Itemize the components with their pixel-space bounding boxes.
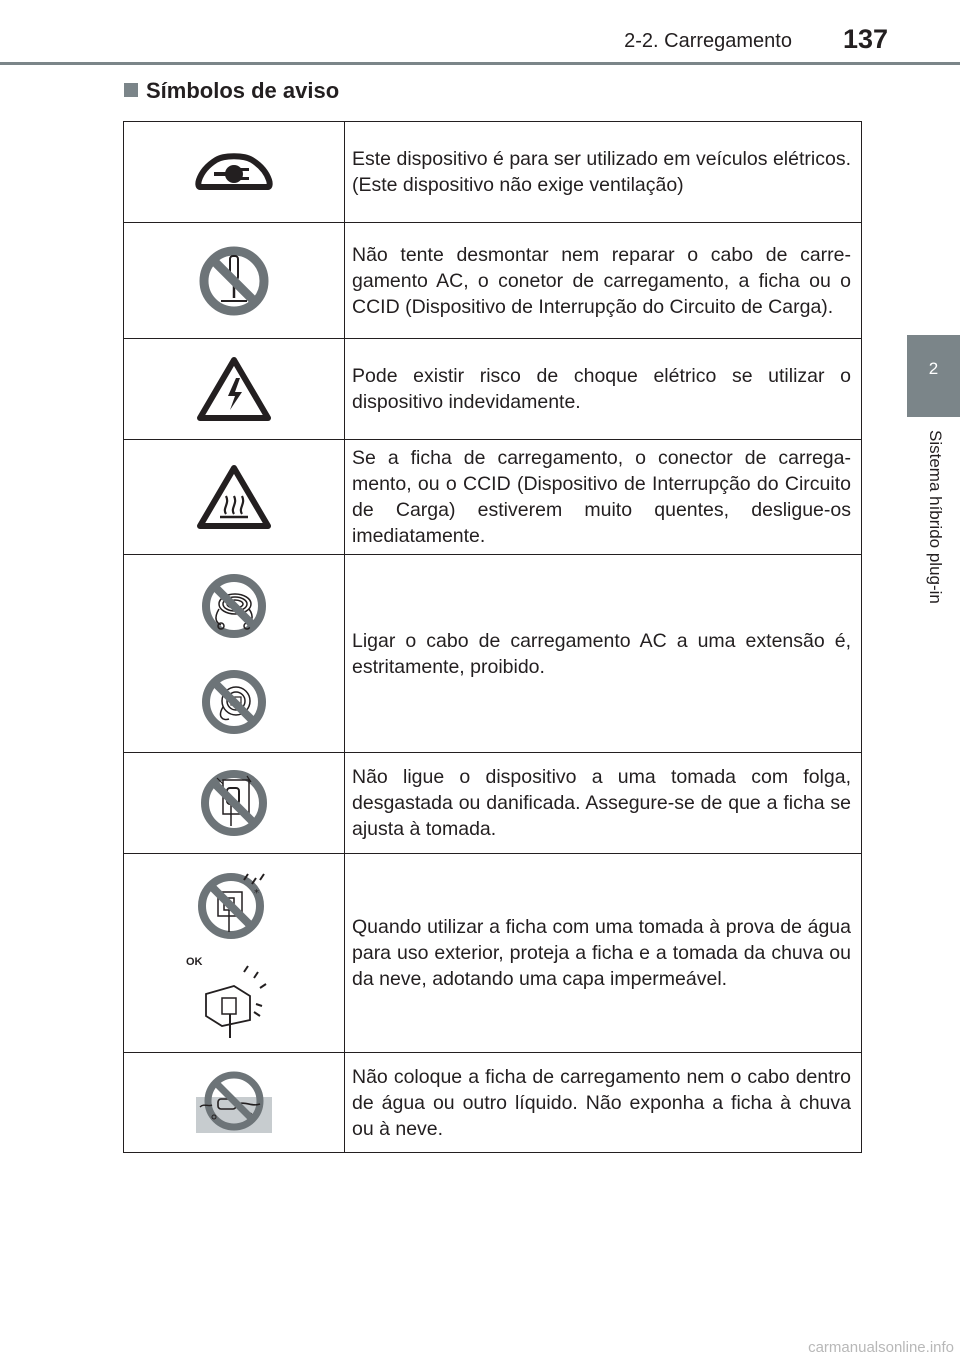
row-text: Não tente desmontar nem reparar o cabo de carregamento AC, o conetor de carregamento, a ficha ou o CCID (Dispositivo de Interrupção do Circuito de Carga). [345, 223, 862, 339]
icon-cell [124, 753, 345, 854]
covered-outlet-ok-figure [186, 956, 282, 1040]
icon-cell [124, 440, 345, 555]
section-title: 2-2. Carregamento [624, 30, 792, 52]
warning-symbols-table [123, 121, 862, 1153]
table-row [124, 854, 862, 1053]
no-extension-cord-icon [199, 571, 269, 641]
row-text: Não coloque a ficha de carregamento nem o cabo dentro de água ou outro líquido. Não exponha a ficha à chuva ou à neve. [345, 1053, 862, 1153]
table-row [124, 1053, 862, 1153]
heading-square-bullet [124, 83, 138, 97]
no-plug-in-water-icon [194, 1071, 274, 1135]
chapter-title: Sistema híbrido plug-in [926, 430, 945, 604]
table-row [124, 440, 862, 555]
row-text: Quando utilizar a ficha com uma tomada à prova de água para uso exterior, proteja a ficha e a tomada da chuva ou da neve, adotando uma capa impermeável. [345, 854, 862, 1053]
no-cable-reel-icon [199, 667, 269, 737]
chapter-tab[interactable] [907, 335, 960, 417]
chapter-number: 2 [928, 359, 939, 378]
table-row [124, 555, 862, 753]
table-row [124, 122, 862, 223]
no-outlet-in-rain-icon [194, 866, 274, 942]
row-text: Ligar o cabo de carregamento AC a uma extensão é, estritamente, proibido. [345, 555, 862, 753]
section-heading [124, 78, 339, 104]
icon-cell [124, 1053, 345, 1153]
row-text: Não ligue o dispositivo a uma tomada com folga, desgastada ou danificada. Assegure-se de que a ficha se ajusta à tomada. [345, 753, 862, 854]
table-row [124, 223, 862, 339]
table-row [124, 339, 862, 440]
icon-cell [124, 122, 345, 223]
electric-shock-warning-icon [196, 354, 272, 424]
row-text: Pode existir risco de choque elétrico se utilizar o dispositivo indevidamente. [345, 339, 862, 440]
footer-watermark: carmanualsonline.info [808, 1339, 954, 1356]
row-text: Este dispositivo é para ser utilizado em veículos elétricos. (Este dispositivo não exige ventilação) [345, 122, 862, 223]
no-disassembly-icon [197, 244, 271, 318]
page-number: 137 [842, 24, 888, 54]
header-rule [0, 62, 960, 65]
icon-cell [124, 854, 345, 1053]
covered-outlet-ok-icon [186, 956, 282, 1040]
ok-label: OK [186, 956, 203, 968]
icon-cell [124, 339, 345, 440]
electric-car-icon [194, 147, 274, 197]
table-row [124, 753, 862, 854]
icon-cell [124, 223, 345, 339]
hot-surface-warning-icon [196, 462, 272, 532]
row-text: Se a ficha de carregamento, o conector de carregamento, ou o CCID (Dispositivo de Interrupção do Circuito de Carga) estiverem muito quentes, desligue-os imediatamente. [345, 440, 862, 555]
heading-text: Símbolos de aviso [146, 78, 340, 103]
icon-cell [124, 555, 345, 753]
no-loose-outlet-icon [197, 766, 271, 840]
svg-text:*: * [254, 888, 259, 899]
